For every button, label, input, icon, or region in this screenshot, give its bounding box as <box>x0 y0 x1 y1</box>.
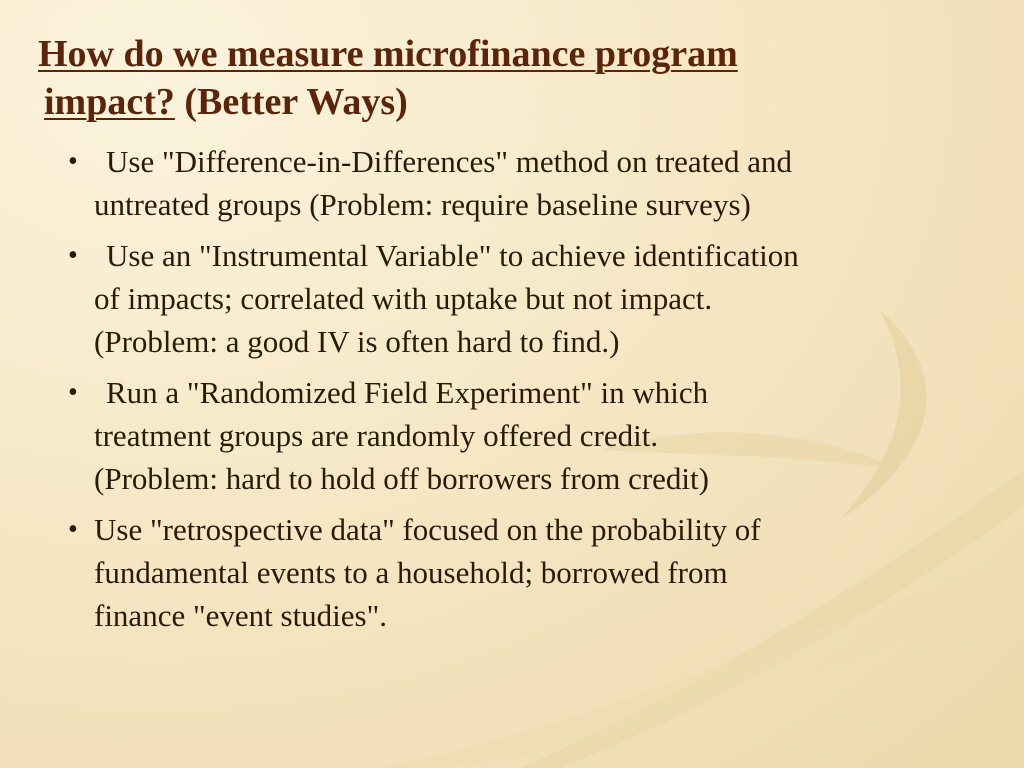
bullet-line: Use an "Instrumental Variable" to achieve identification <box>106 238 799 273</box>
bullet-line: Use "Difference-in-Differences" method on treated and <box>106 144 793 179</box>
bullet-item <box>66 234 986 363</box>
bullet-line: of impacts; correlated with uptake but not impact. <box>94 281 713 316</box>
bullet-line: fundamental events to a household; borrowed from <box>94 555 728 590</box>
slide-title <box>38 30 998 126</box>
slide-title-line-two <box>38 81 408 123</box>
bullet-item <box>66 508 986 637</box>
bullet-item <box>66 371 986 500</box>
bullet-line: treatment groups are randomly offered credit. <box>94 418 659 453</box>
slide-title-underlined-part: How do we measure microfinance program <box>38 33 738 75</box>
slide-title-underlined-impact: impact? <box>44 81 175 123</box>
bullet-list <box>66 140 986 645</box>
bullet-dot-icon: • <box>68 514 78 545</box>
bullet-line: (Problem: a good IV is often hard to find.) <box>94 324 620 359</box>
bullet-line: (Problem: hard to hold off borrowers from credit) <box>94 461 709 496</box>
bullet-item <box>66 140 986 226</box>
bullet-line: Run a "Randomized Field Experiment" in which <box>106 375 709 410</box>
bullet-line: untreated groups (Problem: require baseline surveys) <box>94 187 751 222</box>
bullet-dot-icon: • <box>68 240 78 271</box>
bullet-dot-icon: • <box>68 146 78 177</box>
bullet-dot-icon: • <box>68 377 78 408</box>
bullet-line: finance "event studies". <box>94 598 388 633</box>
slide-title-better-ways: (Better Ways) <box>184 81 408 123</box>
bullet-line: Use "retrospective data" focused on the probability of <box>94 512 761 547</box>
